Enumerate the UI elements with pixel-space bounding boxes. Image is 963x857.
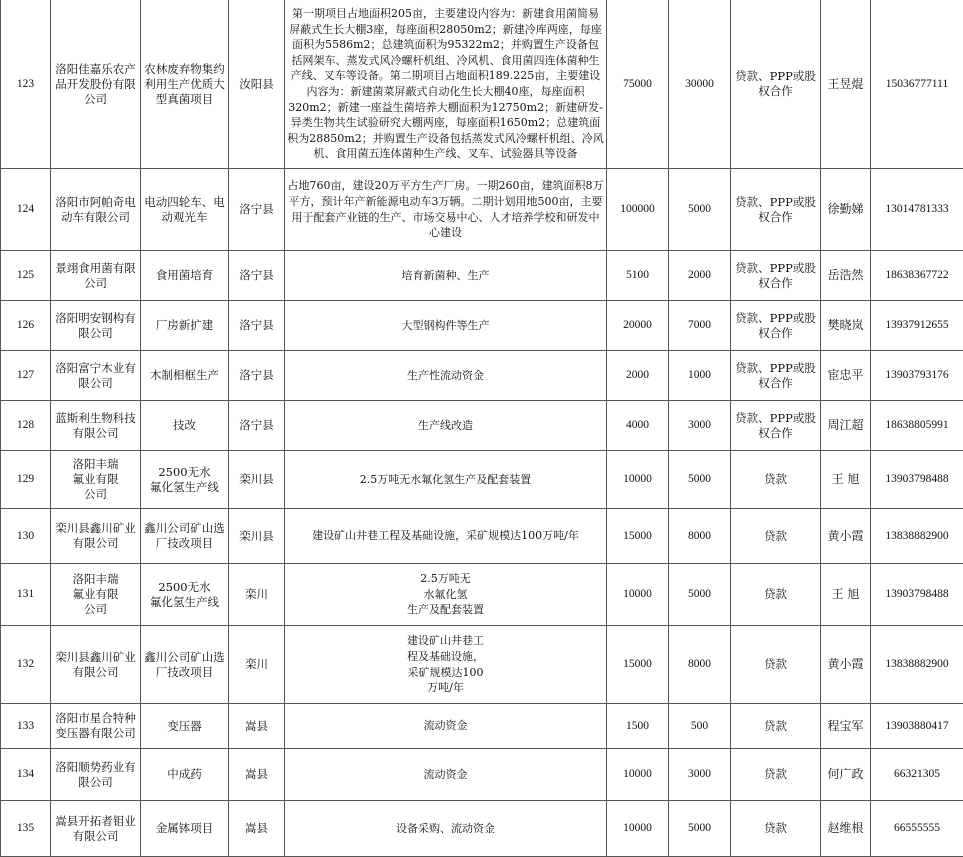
county: 洛宁县 — [229, 251, 285, 301]
row-number: 125 — [1, 251, 51, 301]
project-description: 培育新菌种、生产 — [285, 251, 607, 301]
financing-method: 贷款 — [731, 564, 821, 626]
contact-person: 王 旭 — [821, 564, 871, 626]
contact-person: 何广政 — [821, 749, 871, 801]
project-description: 第一期项目占地面积205亩，主要建设内容为：新建食用菌简易屏蔽式生长大棚3座，每座面积28050m2；新建冷库两座，每座面积为5586m2；总建筑面积为95322m2；并购置生产设备包括网架车、蒸发式风冷螺杆机组、冷风机、食用菌四连体菌种生产线、叉车等设备。第二期项目占地面积189.225亩，主要建设内容为：新建菌菜屏蔽式自动化生长大棚40座，每座面积320m2；新建一座益生菌培养大棚面积为12750m2；新建研发-异类生物共生试验研究大棚两座，每座面积1650m2；总建筑面积为28850m2；并购置生产设备包括蒸发式风冷螺杆机组、冷风机、食用菌五连体菌种生产线、叉车、试验器具等设备 — [285, 0, 607, 169]
row-number: 123 — [1, 0, 51, 169]
contact-phone: 13014781333 — [871, 169, 963, 251]
table-row — [1, 626, 963, 704]
row-number: 134 — [1, 749, 51, 801]
financing-method: 贷款 — [731, 801, 821, 857]
contact-phone: 18638805991 — [871, 401, 963, 451]
county: 栾川县 — [229, 509, 285, 564]
row-number: 130 — [1, 509, 51, 564]
contact-person: 岳浩然 — [821, 251, 871, 301]
contact-person: 王 旭 — [821, 451, 871, 509]
financing-amount: 5000 — [669, 801, 731, 857]
table-row — [1, 749, 963, 801]
financing-method: 贷款、PPP或股权合作 — [731, 0, 821, 169]
contact-person: 王昱焜 — [821, 0, 871, 169]
total-investment: 15000 — [607, 509, 669, 564]
total-investment: 75000 — [607, 0, 669, 169]
contact-person: 黄小霞 — [821, 626, 871, 704]
project-description: 流动资金 — [285, 704, 607, 749]
row-number: 126 — [1, 301, 51, 351]
project-description: 设备采购、流动资金 — [285, 801, 607, 857]
table-row — [1, 251, 963, 301]
contact-phone: 15036777111 — [871, 0, 963, 169]
total-investment: 10000 — [607, 564, 669, 626]
project-name: 鑫川公司矿山选厂技改项目 — [141, 509, 229, 564]
financing-method: 贷款、PPP或股权合作 — [731, 251, 821, 301]
contact-phone: 13838882900 — [871, 626, 963, 704]
contact-phone: 66321305 — [871, 749, 963, 801]
company-name: 洛阳富宁木业有限公司 — [51, 351, 141, 401]
financing-method: 贷款、PPP或股权合作 — [731, 169, 821, 251]
contact-phone: 13903798488 — [871, 564, 963, 626]
table-row — [1, 451, 963, 509]
row-number: 127 — [1, 351, 51, 401]
table-row — [1, 351, 963, 401]
row-number: 135 — [1, 801, 51, 857]
county: 洛宁县 — [229, 401, 285, 451]
project-description: 生产性流动资金 — [285, 351, 607, 401]
company-name: 洛阳丰瑞 氟业有限 公司 — [51, 451, 141, 509]
project-description: 2.5万吨无 水氟化氢 生产及配套装置 — [285, 564, 607, 626]
financing-method: 贷款 — [731, 509, 821, 564]
county: 嵩县 — [229, 801, 285, 857]
row-number: 124 — [1, 169, 51, 251]
financing-method: 贷款 — [731, 451, 821, 509]
company-name: 洛阳佳嘉乐农产品开发股份有限公司 — [51, 0, 141, 169]
table-body — [1, 0, 963, 857]
project-description: 流动资金 — [285, 749, 607, 801]
project-name: 中成药 — [141, 749, 229, 801]
financing-amount: 500 — [669, 704, 731, 749]
project-description: 建设矿山井巷工程及基础设施，采矿规模达100万吨/年 — [285, 509, 607, 564]
county: 汝阳县 — [229, 0, 285, 169]
county: 嵩县 — [229, 704, 285, 749]
project-name: 金属钵项目 — [141, 801, 229, 857]
total-investment: 2000 — [607, 351, 669, 401]
financing-method: 贷款、PPP或股权合作 — [731, 301, 821, 351]
contact-person: 周江超 — [821, 401, 871, 451]
financing-amount: 8000 — [669, 509, 731, 564]
county: 洛宁县 — [229, 351, 285, 401]
company-name: 洛阳市星合特种变压器有限公司 — [51, 704, 141, 749]
financing-method: 贷款 — [731, 749, 821, 801]
table-row — [1, 401, 963, 451]
project-name: 木制相框生产 — [141, 351, 229, 401]
total-investment: 20000 — [607, 301, 669, 351]
project-name: 变压器 — [141, 704, 229, 749]
total-investment: 5100 — [607, 251, 669, 301]
company-name: 栾川县鑫川矿业有限公司 — [51, 509, 141, 564]
company-name: 洛阳丰瑞 氟业有限 公司 — [51, 564, 141, 626]
company-name: 景翊食用菌有限公司 — [51, 251, 141, 301]
row-number: 132 — [1, 626, 51, 704]
table-row — [1, 704, 963, 749]
county: 洛宁县 — [229, 301, 285, 351]
county: 栾川 — [229, 564, 285, 626]
financing-amount: 8000 — [669, 626, 731, 704]
company-name: 蓝斯利生物科技有限公司 — [51, 401, 141, 451]
row-number: 128 — [1, 401, 51, 451]
table-row — [1, 169, 963, 251]
contact-phone: 18638367722 — [871, 251, 963, 301]
contact-person: 宦忠平 — [821, 351, 871, 401]
project-name: 食用菌培育 — [141, 251, 229, 301]
contact-phone: 13937912655 — [871, 301, 963, 351]
financing-amount: 30000 — [669, 0, 731, 169]
table-row — [1, 801, 963, 857]
contact-phone: 13838882900 — [871, 509, 963, 564]
total-investment: 1500 — [607, 704, 669, 749]
contact-person: 樊晓岚 — [821, 301, 871, 351]
total-investment: 10000 — [607, 801, 669, 857]
total-investment: 4000 — [607, 401, 669, 451]
contact-phone: 13903798488 — [871, 451, 963, 509]
total-investment: 10000 — [607, 451, 669, 509]
row-number: 133 — [1, 704, 51, 749]
contact-person: 徐勤娣 — [821, 169, 871, 251]
financing-amount: 3000 — [669, 749, 731, 801]
county: 栾川 — [229, 626, 285, 704]
project-description: 2.5万吨无水氟化氢生产及配套装置 — [285, 451, 607, 509]
project-description: 建设矿山井巷工 程及基础设施， 采矿规模达100 万吨/年 — [285, 626, 607, 704]
contact-phone: 13903880417 — [871, 704, 963, 749]
project-name: 2500无水 氟化氢生产线 — [141, 451, 229, 509]
total-investment: 100000 — [607, 169, 669, 251]
company-name: 洛阳市阿帕奇电动车有限公司 — [51, 169, 141, 251]
project-name: 电动四轮车、电动观光车 — [141, 169, 229, 251]
financing-amount: 1000 — [669, 351, 731, 401]
row-number: 131 — [1, 564, 51, 626]
company-name: 洛阳顺势药业有限公司 — [51, 749, 141, 801]
project-name: 技改 — [141, 401, 229, 451]
financing-amount: 5000 — [669, 564, 731, 626]
county: 洛宁县 — [229, 169, 285, 251]
table-row — [1, 564, 963, 626]
contact-person: 黄小霞 — [821, 509, 871, 564]
table-row — [1, 0, 963, 169]
financing-amount: 5000 — [669, 451, 731, 509]
financing-amount: 5000 — [669, 169, 731, 251]
company-name: 栾川县鑫川矿业有限公司 — [51, 626, 141, 704]
row-number: 129 — [1, 451, 51, 509]
financing-amount: 2000 — [669, 251, 731, 301]
financing-method: 贷款 — [731, 704, 821, 749]
project-name: 农林废弃物集约利用生产优质大型真菌项目 — [141, 0, 229, 169]
project-name: 2500无水 氟化氢生产线 — [141, 564, 229, 626]
financing-method: 贷款、PPP或股权合作 — [731, 401, 821, 451]
total-investment: 10000 — [607, 749, 669, 801]
financing-method: 贷款、PPP或股权合作 — [731, 351, 821, 401]
company-name: 洛阳明安钢构有限公司 — [51, 301, 141, 351]
table-row — [1, 301, 963, 351]
financing-amount: 3000 — [669, 401, 731, 451]
county: 嵩县 — [229, 749, 285, 801]
financing-method: 贷款 — [731, 626, 821, 704]
contact-phone: 66555555 — [871, 801, 963, 857]
contact-person: 赵维根 — [821, 801, 871, 857]
financing-amount: 7000 — [669, 301, 731, 351]
project-name: 鑫川公司矿山选厂技改项目 — [141, 626, 229, 704]
project-description: 生产线改造 — [285, 401, 607, 451]
project-description: 占地760亩，建设20万平方生产厂房。一期260亩，建筑面积8万平方，预计年产新能源电动车3万辆。二期计划用地500亩，主要用于配套产业链的生产、市场交易中心、人才培养学校和研发中心建设 — [285, 169, 607, 251]
project-name: 厂房新扩建 — [141, 301, 229, 351]
contact-phone: 13903793176 — [871, 351, 963, 401]
county: 栾川县 — [229, 451, 285, 509]
total-investment: 15000 — [607, 626, 669, 704]
project-description: 大型钢构件等生产 — [285, 301, 607, 351]
contact-person: 程宝军 — [821, 704, 871, 749]
company-name: 嵩县开拓者钼业有限公司 — [51, 801, 141, 857]
table-row — [1, 509, 963, 564]
